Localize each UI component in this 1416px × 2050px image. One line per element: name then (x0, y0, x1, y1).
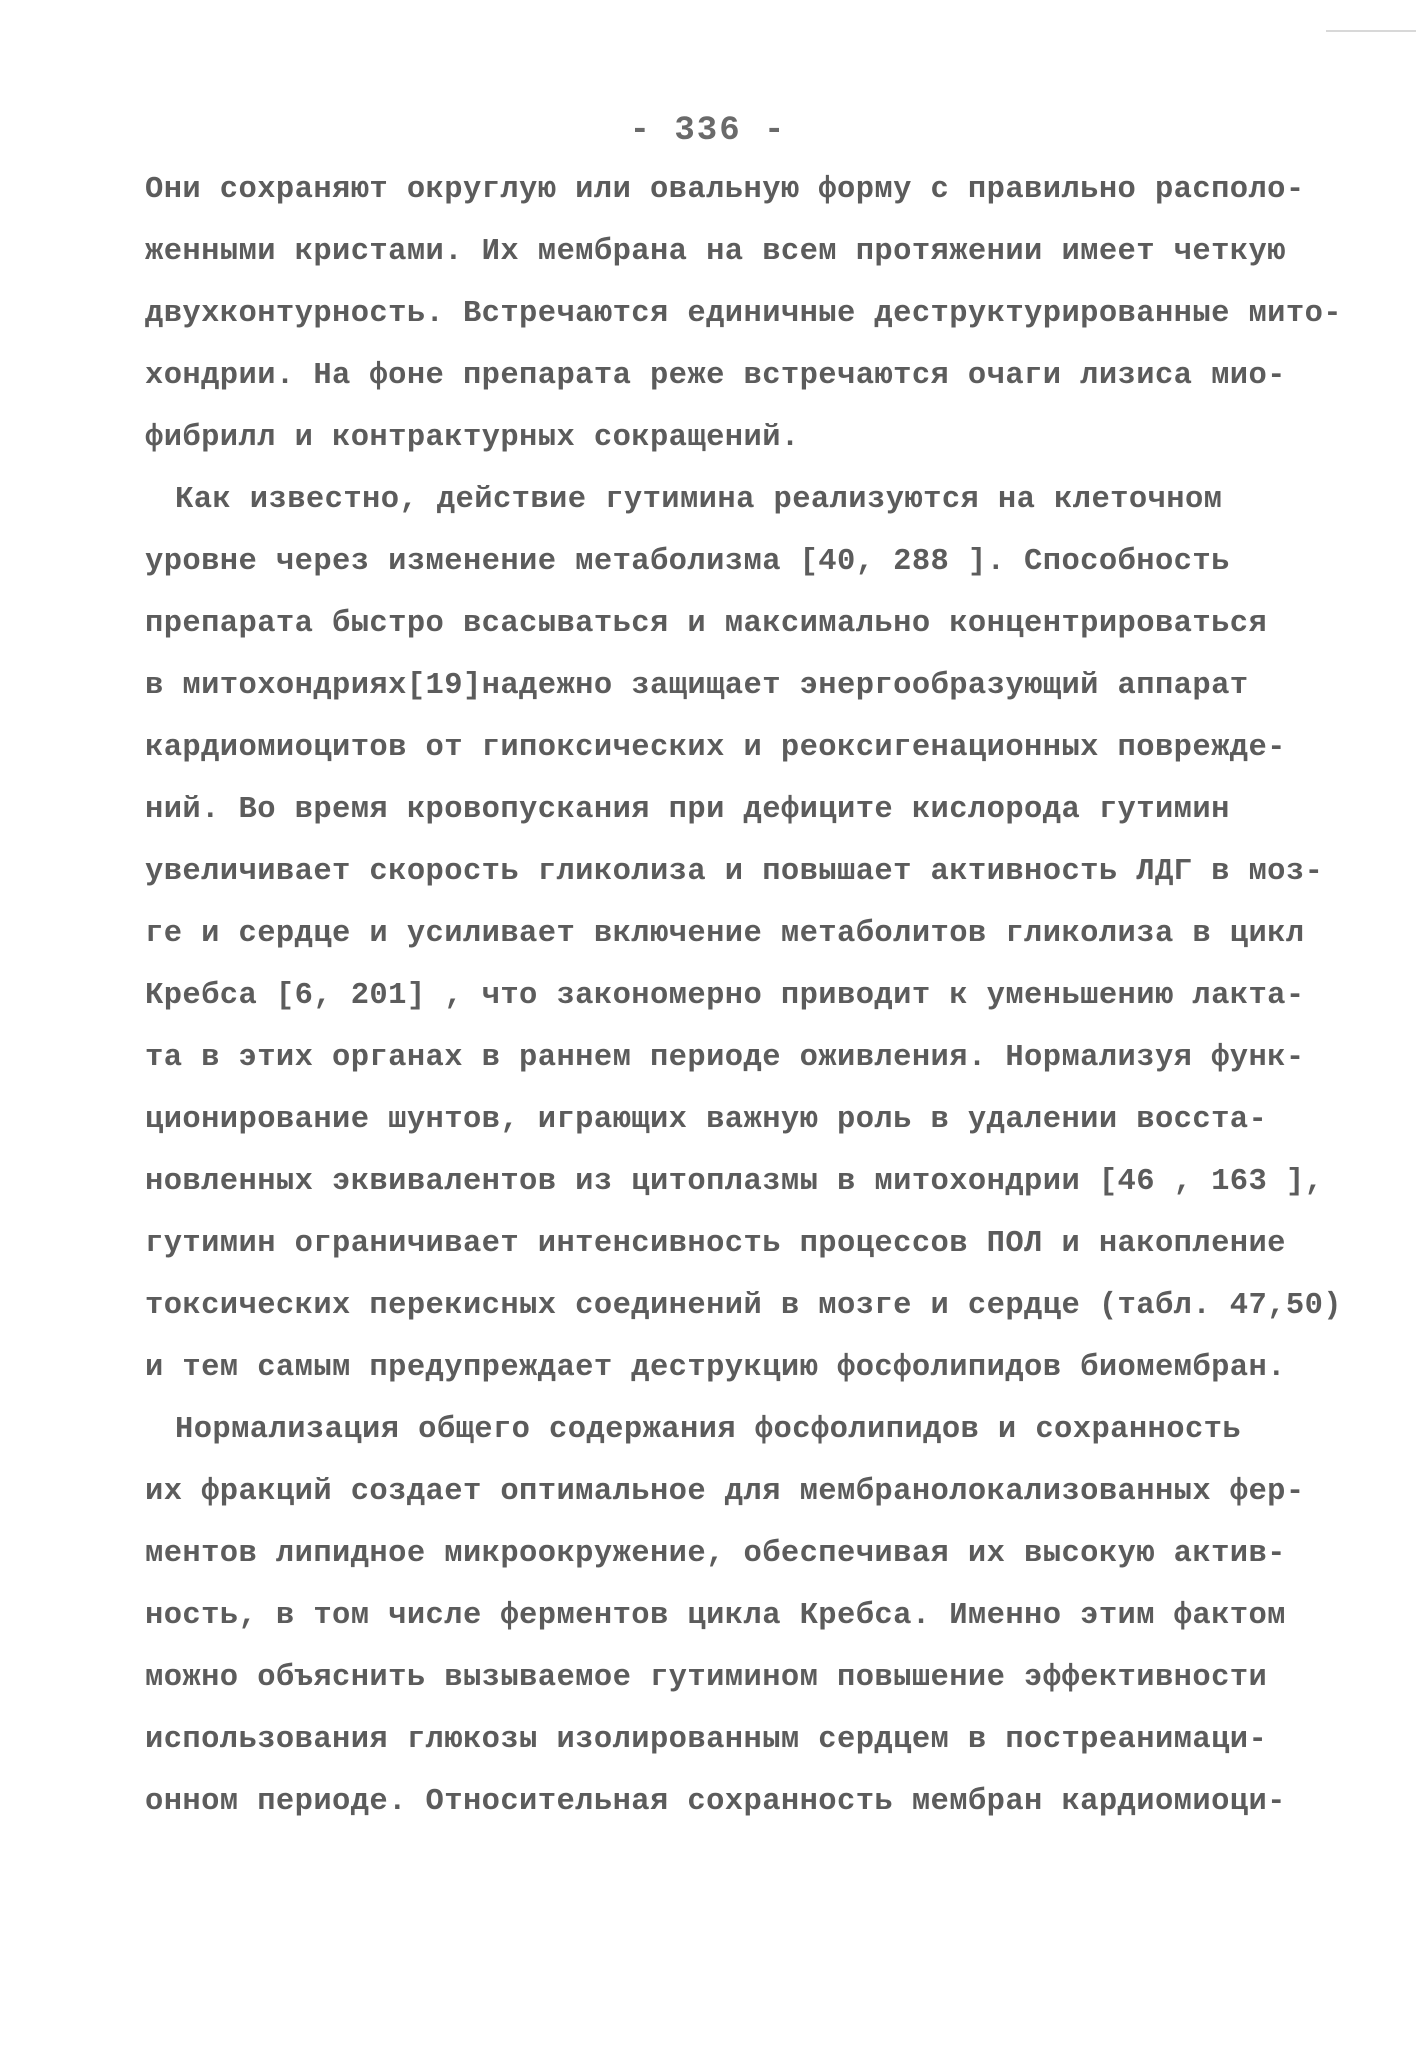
text-line: использования глюкозы изолированным сердцем в постреанимаци- (145, 1723, 1268, 1757)
text-line: та в этих органах в раннем периоде оживления. Нормализуя функ- (145, 1041, 1305, 1075)
corner-scan-mark (1326, 30, 1416, 32)
text-line: ционирование шунтов, играющих важную роль в удалении восста- (145, 1103, 1268, 1137)
text-line: ний. Во время кровопускания при дефиците кислорода гутимин (145, 793, 1230, 827)
text-line: кардиомиоцитов от гипоксических и реоксигенационных поврежде- (145, 731, 1286, 765)
text-line: уровне через изменение метаболизма [40, 288 ]. Способность (145, 545, 1230, 579)
text-line: увеличивает скорость гликолиза и повышает активность ЛДГ в моз- (145, 855, 1324, 889)
text-line: токсических перекисных соединений в мозге и сердце (табл. 47,50) (145, 1289, 1342, 1323)
text-line: фибрилл и контрактурных сокращений. (145, 421, 800, 455)
text-line: и тем самым предупреждает деструкцию фосфолипидов биомембран. (145, 1351, 1286, 1385)
text-line: Они сохраняют округлую или овальную форму с правильно располо- (145, 173, 1305, 207)
text-line: в митохондриях[19]надежно защищает энергообразующий аппарат (145, 669, 1249, 703)
text-line: их фракций создает оптимальное для мембранолокализованных фер- (145, 1475, 1305, 1509)
text-line: можно объяснить вызываемое гутимином повышение эффективности (145, 1661, 1268, 1695)
text-line: двухконтурность. Встречаются единичные деструктурированные мито- (145, 297, 1342, 331)
text-line: онном периоде. Относительная сохранность мембран кардиомиоци- (145, 1785, 1286, 1819)
text-line: хондрии. На фоне препарата реже встречаются очаги лизиса мио- (145, 359, 1286, 393)
text-line: ге и сердце и усиливает включение метаболитов гликолиза в цикл (145, 917, 1305, 951)
text-line: ность, в том числе ферментов цикла Кребса. Именно этим фактом (145, 1599, 1286, 1633)
text-line: препарата быстро всасываться и максимально концентрироваться (145, 607, 1268, 641)
text-line: Нормализация общего содержания фосфолипидов и сохранность (175, 1413, 1242, 1447)
text-line: женными кристами. Их мембрана на всем протяжении имеет четкую (145, 235, 1286, 269)
text-line: ментов липидное микроокружение, обеспечивая их высокую актив- (145, 1537, 1286, 1571)
text-line: Кребса [6, 201] , что закономерно приводит к уменьшению лакта- (145, 979, 1305, 1013)
page-number: - 336 - (629, 112, 787, 150)
text-line: новленных эквивалентов из цитоплазмы в митохондрии [46 , 163 ], (145, 1165, 1324, 1199)
text-line: Как известно, действие гутимина реализуются на клеточном (175, 483, 1223, 517)
text-line: гутимин ограничивает интенсивность процессов ПОЛ и накопление (145, 1227, 1286, 1261)
